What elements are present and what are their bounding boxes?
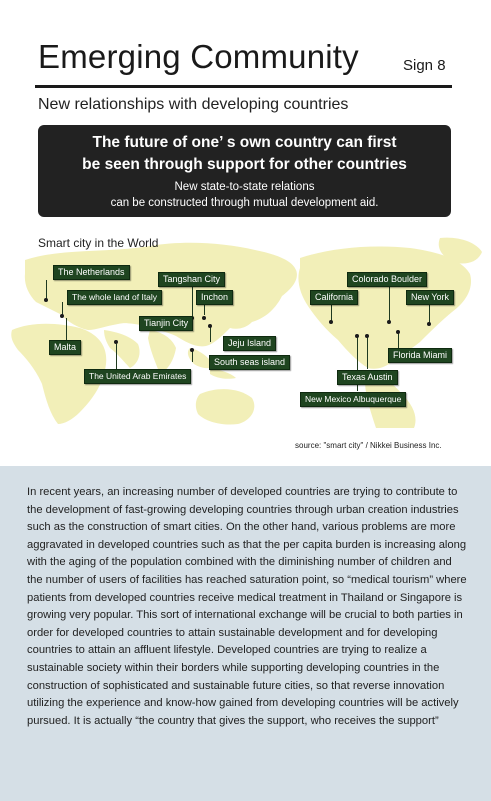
banner-line-2: be seen through support for other countries <box>82 156 407 173</box>
leader-line <box>210 326 211 342</box>
label-newmexico: New Mexico Albuquerque <box>300 392 406 407</box>
leader-line <box>398 332 399 348</box>
leader-line <box>192 286 193 316</box>
headline-banner <box>38 125 451 217</box>
leader-line <box>331 302 332 322</box>
map-title: Smart city in the World <box>38 236 159 250</box>
leader-line <box>367 336 368 369</box>
label-uae: The United Arab Emirates <box>84 369 191 384</box>
city-dot <box>60 314 64 318</box>
label-tangshan: Tangshan City <box>158 272 225 287</box>
map-south-asia <box>104 330 176 374</box>
city-dot <box>190 348 194 352</box>
label-california: California <box>310 290 358 305</box>
leader-line <box>66 318 67 342</box>
city-dot <box>355 334 359 338</box>
label-malta: Malta <box>49 340 81 355</box>
title-rule <box>35 85 452 88</box>
label-texas: Texas Austin <box>337 370 398 385</box>
banner-line-1: The future of one’ s own country can first <box>92 134 397 151</box>
leader-line <box>116 344 117 369</box>
city-dot <box>202 316 206 320</box>
city-dot <box>114 340 118 344</box>
page-title: Emerging Community <box>38 38 359 75</box>
body-paragraph: In recent years, an increasing number of developed countries are trying to contribute to the development of fast-growing developing countries through urban creation industries such as the construction of smart cities. On the other hand, various problems are more aggravated in developed countries such as that the per capita burden is increasing along with the aging of the population combined with the diminishing number of children and the number of users of facilities has reached saturation point, so “medical tourism” where patients from developed countries receive medical treatment in Thailand or Singapore is growing very popular. This sort of international exchange will be crucial to both parties in order for developed countries to attain sustainable development and for developing countries to attain an affluent lifestyle. Developed countries are trying to realize a sustainable society within their borders while supporting developing countries in the construction of sophisticated and sustainable future cities, so that reverse innovation utilizing the experience and know-how gained from developing countries will be actively pursued. It is actually “the country that gives the support, who receives the support” <box>27 486 467 727</box>
leader-line <box>389 286 390 322</box>
label-inchon: Inchon <box>196 290 233 305</box>
label-newyork: New York <box>406 290 454 305</box>
city-dot <box>44 298 48 302</box>
city-dot <box>427 322 431 326</box>
city-dot <box>329 320 333 324</box>
page-subtitle: New relationships with developing countries <box>38 96 349 113</box>
leader-line <box>46 280 47 300</box>
label-tianjin: Tianjin City <box>139 316 193 331</box>
city-dot <box>396 330 400 334</box>
map-australia <box>196 389 254 424</box>
label-florida: Florida Miami <box>388 348 452 363</box>
banner-line-4: can be constructed through mutual development aid. <box>110 197 379 209</box>
label-jeju: Jeju Island <box>223 336 276 351</box>
city-dot <box>387 320 391 324</box>
banner-line-3: New state-to-state relations <box>174 181 315 193</box>
city-dot <box>365 334 369 338</box>
label-south-seas: South seas island <box>209 355 290 370</box>
label-colorado: Colorado Boulder <box>347 272 427 287</box>
map-source: source: "smart city" / Nikkei Business Inc. <box>295 441 442 450</box>
label-netherlands: The Netherlands <box>53 265 130 280</box>
label-italy: The whole land of Italy <box>67 290 162 305</box>
sign-number: Sign 8 <box>403 57 446 74</box>
city-dot <box>208 324 212 328</box>
